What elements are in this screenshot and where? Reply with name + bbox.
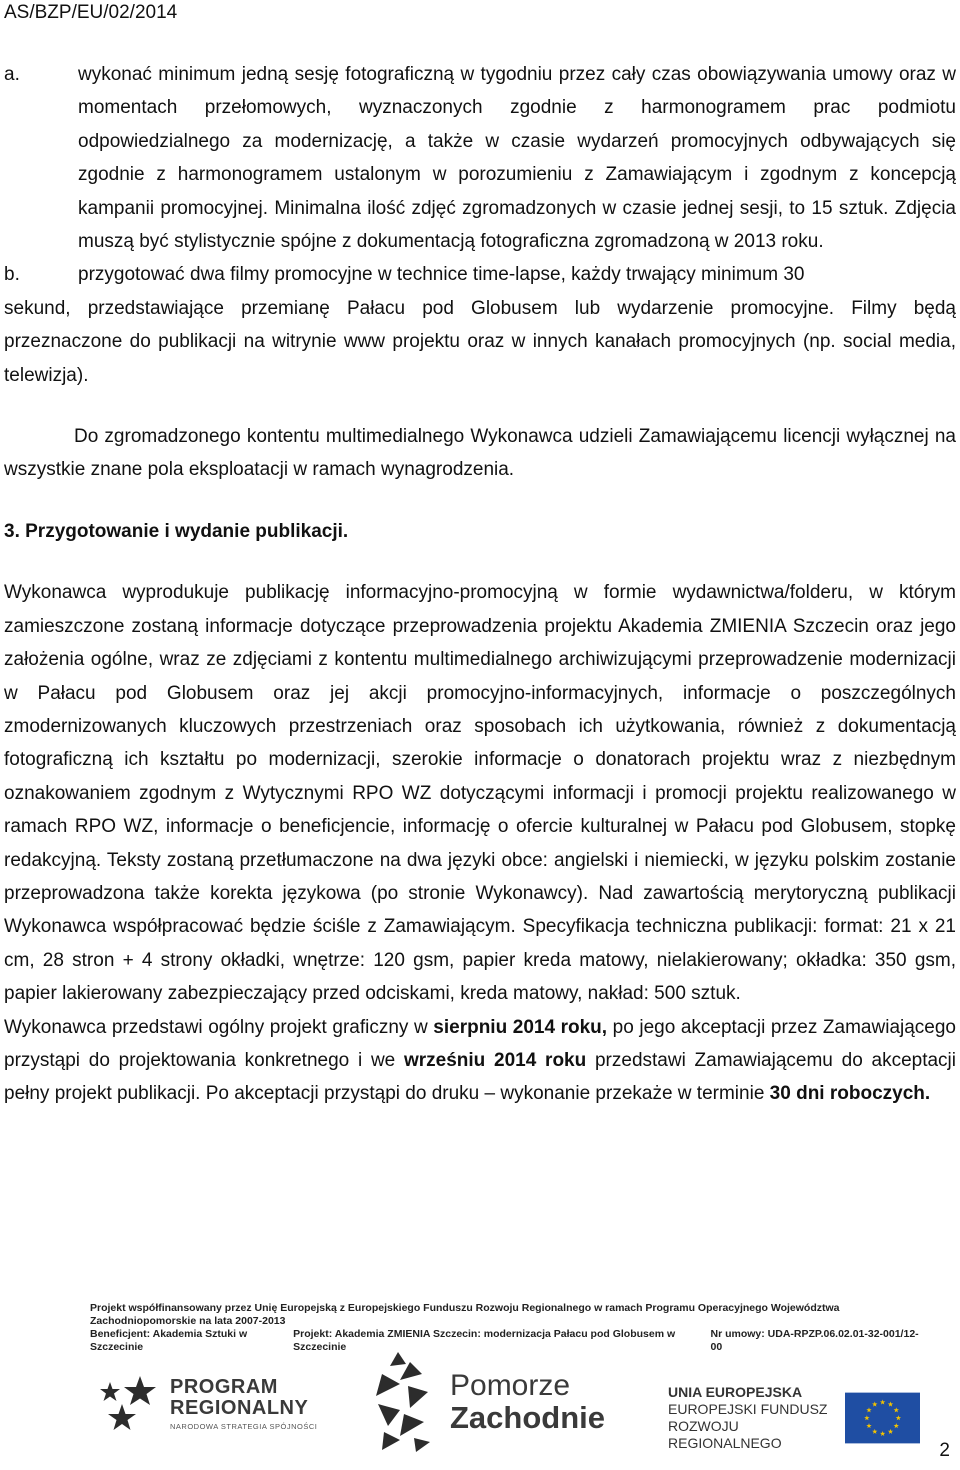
program-regionalny-logo — [100, 1374, 317, 1434]
footer — [90, 1302, 920, 1451]
program-logo-line3: NARODOWA STRATEGIA SPÓJNOŚCI — [170, 1422, 318, 1431]
section-heading: 3. Przygotowanie i wydanie publikacji. — [4, 520, 349, 542]
program-logo-line2: REGIONALNY — [170, 1397, 309, 1419]
eu-logo-line3: ROZWOJU REGIONALNEGO — [668, 1418, 782, 1451]
list-item-b — [4, 258, 956, 291]
document-body — [4, 58, 956, 1111]
publication-paragraph: Wykonawca wyprodukuje publikację informacyjno-promocyjną w formie wydawnictwa/folderu, w którym zamieszczone zostaną informacje dotyczące przeprowadzenia projektu Akademia ZMIENIA Szczecin oraz jego założenia ogólne, wraz ze zdjęciami z kontentu multimedialnego archiwizującymi przeprowadzenie modernizacji w Pałacu pod Globusem oraz jej akcji promocyjno-informacyjnych, informacje o poszczególnych zmodernizowanych kluczowych przestrzeniach oraz sposobach ich użytkowania, również z dokumentacją fotograficzną ich kształtu po modernizacji, szerokie informacje o donatorach projektu wraz z niezbędnym oznakowaniem zgodnym z Wytycznymi RPO WZ dotyczącymi informacji i promocji projektu realizowanego w ramach RPO WZ, informacje o beneficjencie, informację o ofercie kulturalnej w Pałacu pod Globusem, stopkę redakcyjną. Teksty zostaną przetłumaczone na dwa języki obce: angielski i niemiecki, w języku polskim zostanie przeprowadzona także korekta językowa (po stronie Wykonawcy). Nad zawartością merytoryczną publikacji Wykonawca współpracować będzie ściśle z Zamawiającym. Specyfikacja techniczna publikacji: format: 21 x 21 cm, 28 stron + 4 strony okładki, wnętrze: 120 gsm, papier kreda matowy, nielakierowany; okładka: 350 gsm, papier lakierowany zabezpieczający przed odciskami, kreda matowy, nakład: 500 sztuk. — [4, 582, 956, 1005]
project-name: Projekt: Akademia ZMIENIA Szczecin: modernizacja Pałacu pod Globusem w Szczecinie — [293, 1328, 676, 1353]
logo-strip — [90, 1352, 920, 1462]
pomorze-logo-line1: Pomorze — [450, 1369, 571, 1402]
eu-logo-line2: EUROPEJSKI FUNDUSZ — [668, 1401, 828, 1417]
eu-flag-icon — [845, 1389, 920, 1447]
eu-logo — [668, 1384, 920, 1452]
pomorze-zachodnie-logo — [370, 1352, 605, 1452]
agreement-number: Nr umowy: UDA-RPZP.06.02.01-32-001/12-00 — [710, 1328, 919, 1353]
schedule-date-august: sierpniu 2014 roku, — [433, 1016, 608, 1038]
list-item-b-continuation: sekund, przedstawiające przemianę Pałacu pod Globusem lub wydarzenie promocyjne. Filmy będą przeznaczone do publikacji na witrynie www projektu oraz w innych kanałach promocyjnych (np. social media, telewizja). — [4, 297, 956, 386]
page-number: 2 — [939, 1440, 950, 1461]
pomorze-symbol-icon — [370, 1352, 440, 1452]
stars-icon — [100, 1374, 162, 1434]
pomorze-logo-line2: Zachodnie — [450, 1400, 606, 1435]
schedule-date-september: wrześniu 2014 roku — [403, 1049, 587, 1071]
license-paragraph: Do zgromadzonego kontentu multimedialnego Wykonawca udzieli Zamawiającemu licencji wyłącznej na wszystkie znane pola eksploatacji w ramach wynagrodzenia. — [4, 426, 956, 481]
list-item-text: przygotować dwa filmy promocyjne w technice time-lapse, każdy trwający minimum 30 — [78, 264, 805, 286]
project-info-row — [90, 1328, 920, 1354]
list-item-a — [4, 58, 956, 258]
funding-line: Projekt współfinansowany przez Unię Europejską z Europejskiego Funduszu Rozwoju Regionalnego w ramach Programu Operacyjnego Województwa Zachodniopomorskie na lata 2007-2013 — [90, 1302, 840, 1327]
schedule-text: po jego akceptacji przez Zamawiającego przystąpi do projektowania konkretnego i we — [4, 1016, 956, 1071]
schedule-paragraph — [4, 1011, 956, 1111]
beneficiary: Beneficjent: Akademia Sztuki w Szczecinie — [90, 1328, 248, 1353]
list-item-label: a. — [4, 64, 20, 85]
eu-logo-line1: UNIA EUROPEJSKA — [668, 1384, 803, 1400]
schedule-text: przedstawi Zamawiającemu do akceptacji pełny projekt publikacji. Po akceptacji przystąpi do druku – wykonanie przekaże w terminie — [4, 1049, 956, 1105]
schedule-deadline: 30 dni roboczych. — [769, 1083, 931, 1105]
list-item-label: b. — [4, 264, 20, 286]
list-item-text: wykonać minimum jedną sesję fotograficzną w tygodniu przez cały czas obowiązywania umowy oraz w momentach przełomowych, wyznaczonych zgodnie z harmonogramem prac podmiotu odpowiedzialnego za modernizację, a także w czasie wydarzeń promocyjnych odbywających się zgodnie z harmonogramem ustalonym w porozumieniu z Zamawiającym i zgodnym z koncepcją kampanii promocyjnej. Minimalna ilość zdjęć zgromadzonych w czasie jednej sesji, to 15 sztuk. Zdjęcia muszą być stylistycznie spójne z dokumentacją fotograficzna zgromadzoną w 2013 roku. — [78, 64, 956, 253]
program-logo-line1: PROGRAM — [170, 1376, 278, 1398]
funding-note — [90, 1302, 920, 1354]
document-reference: AS/BZP/EU/02/2014 — [4, 2, 178, 23]
schedule-text: Wykonawca przedstawi ogólny projekt graficzny w — [4, 1016, 434, 1038]
